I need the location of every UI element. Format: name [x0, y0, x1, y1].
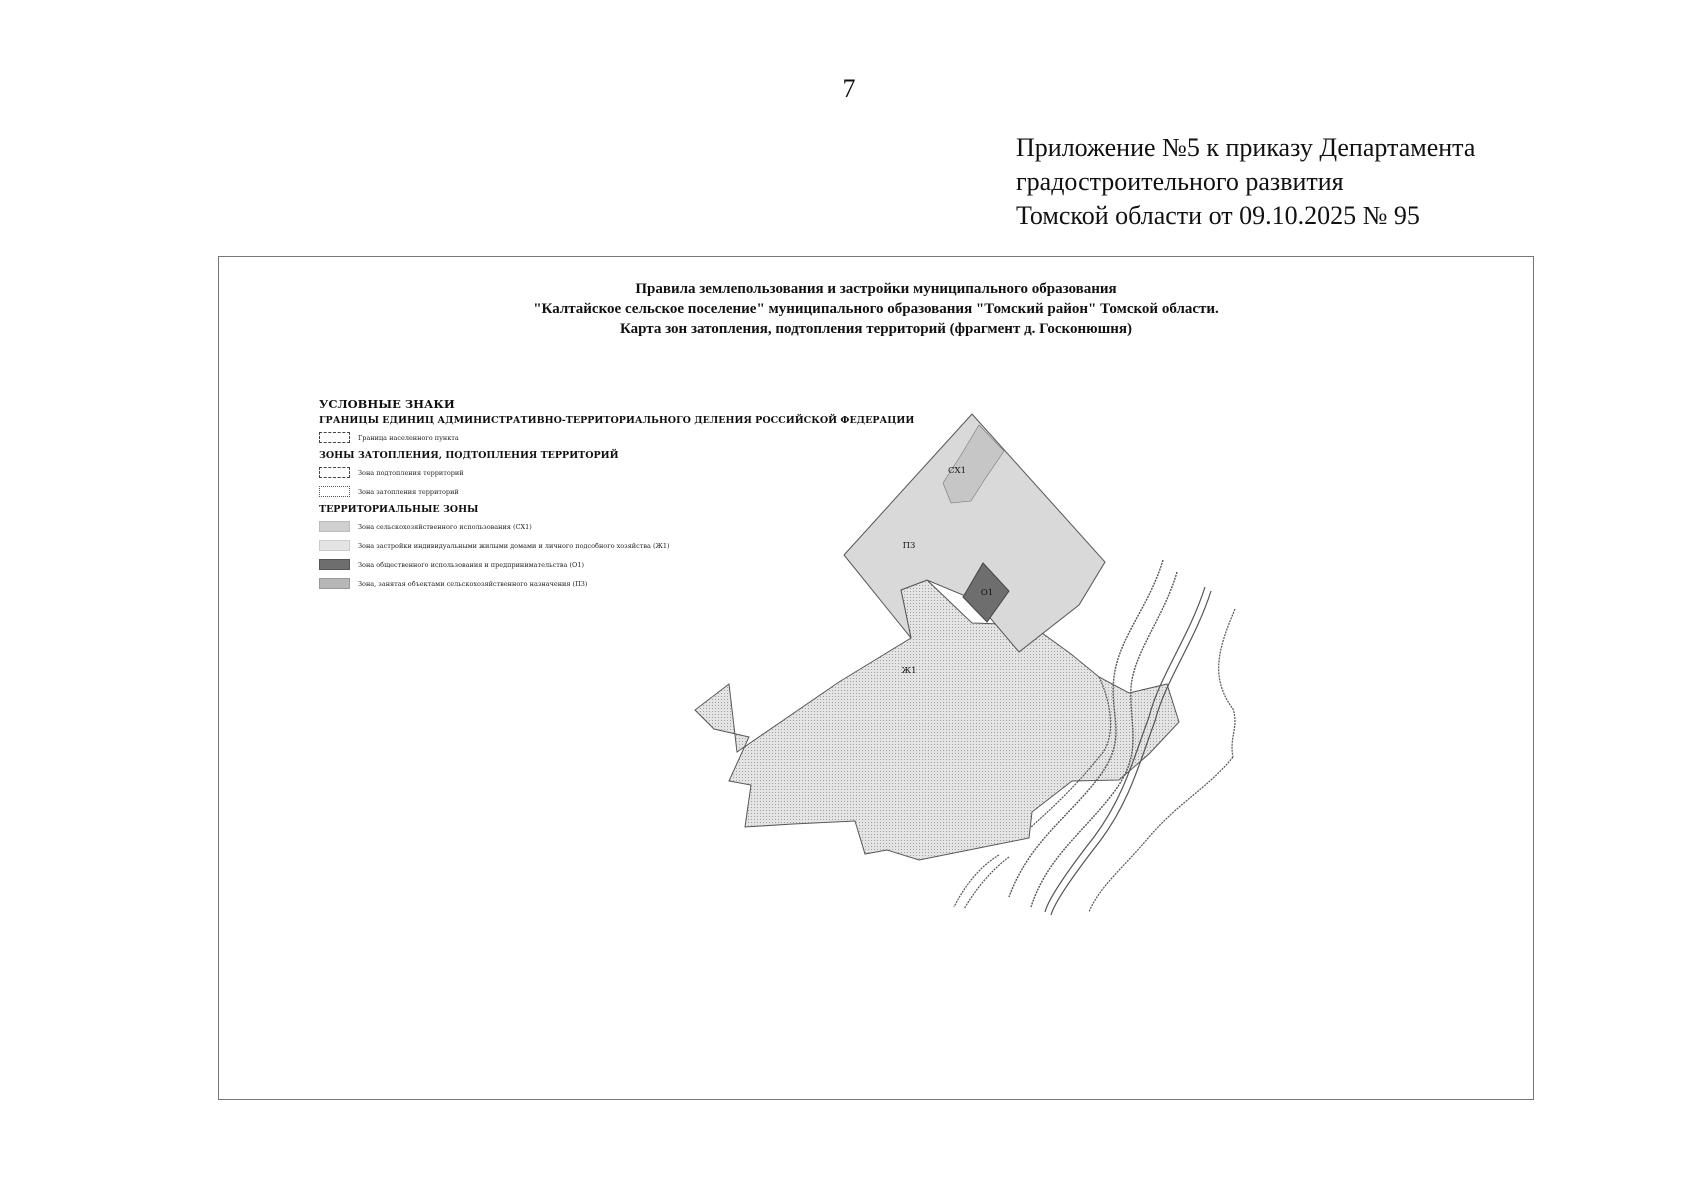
zone-label-o1: О1 — [980, 588, 994, 598]
legend-section-flood: ЗОНЫ ЗАТОПЛЕНИЯ, ПОДТОПЛЕНИЯ ТЕРРИТОРИЙ — [319, 450, 619, 461]
page-number: 7 — [842, 74, 856, 103]
zone-label-zh1: Ж1 — [901, 666, 917, 676]
map-drawing — [219, 257, 1533, 1099]
appendix-line-2: градостроительного развития — [1016, 167, 1344, 196]
river-line-5 — [1219, 609, 1235, 757]
appendix-line-3: Томской области от 09.10.2025 № 95 — [1016, 201, 1420, 230]
map-title-line-1: Правила землепользования и застройки муниципального образования — [635, 281, 1117, 297]
map-title-line-3: Карта зон затопления, подтопления территорий (фрагмент д. Госконюшня) — [619, 321, 1133, 337]
legend-label: Зона застройки индивидуальными жилыми домами и личного подсобного хозяйства (Ж1) — [358, 541, 670, 550]
river-line-8 — [954, 855, 999, 907]
legend-heading: УСЛОВНЫЕ ЗНАКИ — [319, 397, 455, 411]
legend-label: Зона подтопления территорий — [358, 468, 464, 477]
map-frame — [218, 256, 1534, 1100]
legend-section-territorial: ТЕРРИТОРИАЛЬНЫЕ ЗОНЫ — [319, 504, 479, 515]
legend-label: Зона, занятая объектами сельскохозяйственного назначения (П3) — [358, 579, 588, 588]
map-title-line-2: "Калтайское сельское поселение" муниципального образования "Томский район" Томской области. — [533, 301, 1219, 317]
appendix-line-1: Приложение №5 к приказу Департамента — [1016, 133, 1476, 162]
legend-label: Граница населенного пункта — [358, 433, 459, 442]
appendix-header — [1016, 131, 1475, 233]
legend-label: Зона затопления территорий — [358, 487, 459, 496]
zone-label-p3: П3 — [902, 541, 916, 551]
legend-section-boundaries: ГРАНИЦЫ ЕДИНИЦ АДМИНИСТРАТИВНО-ТЕРРИТОРИАЛЬНОГО ДЕЛЕНИЯ РОССИЙСКОЙ ФЕДЕРАЦИИ — [319, 415, 915, 426]
legend-label: Зона сельскохозяйственного использования (СХ1) — [358, 522, 532, 531]
zone-label-cx1: СХ1 — [948, 466, 966, 476]
legend-label: Зона общественного использования и предпринимательства (О1) — [358, 560, 585, 569]
